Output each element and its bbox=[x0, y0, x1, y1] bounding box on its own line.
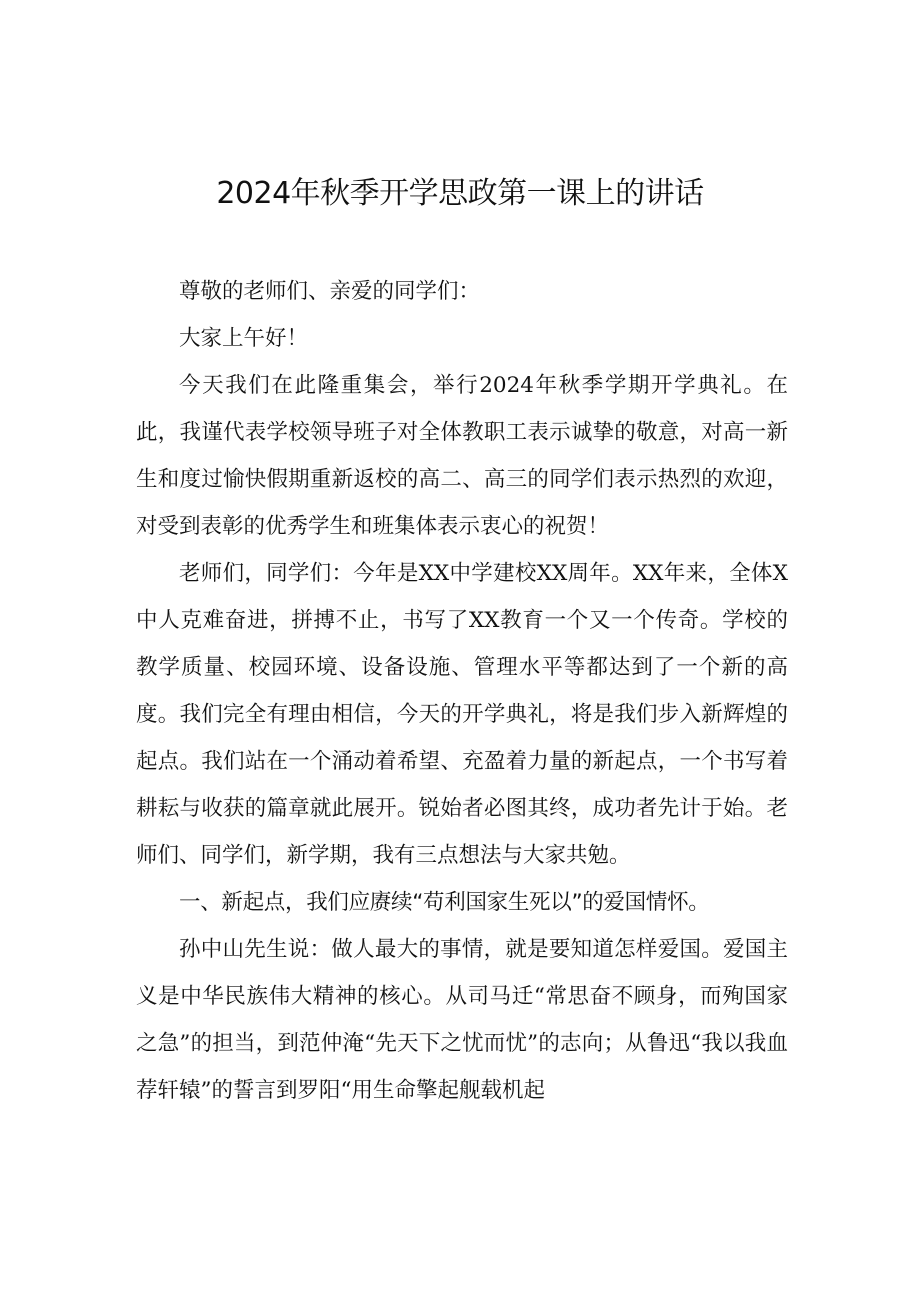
document-title: 2024年秋季开学思政第一课上的讲话 bbox=[216, 176, 704, 211]
greeting: 大家上午好！ bbox=[179, 326, 309, 351]
paragraph-opening: 今天我们在此隆重集会，举行2024年秋季学期开学典礼。在此，我谨代表学校领导班子对全体教职工表示诚挚的敬意，对高一新生和度过愉快假期重新返校的高二、高三的同学们表示热烈的欢迎，对受到表彰的优秀学生和班集体表示衷心的祝贺！ bbox=[136, 373, 788, 539]
salutation: 尊敬的老师们、亲爱的同学们： bbox=[179, 279, 481, 304]
paragraph-school-history: 老师们，同学们：今年是XX中学建校XX周年。XX年来，全体X中人克难奋进，拼搏不止，书写了XX教育一个又一个传奇。学校的教学质量、校园环境、设备设施、管理水平等都达到了一个新的高度。我们完全有理由相信，今天的开学典礼，将是我们步入新辉煌的起点。我们站在一个涌动着希望、充盈着力量的新起点，一个书写着耕耘与收获的篇章就此展开。锐始者必图其终，成功者先计于始。老师们、同学们，新学期，我有三点想法与大家共勉。 bbox=[136, 561, 788, 868]
paragraph-patriotism: 孙中山先生说：做人最大的事情，就是要知道怎样爱国。爱国主义是中华民族伟大精神的核心。从司马迁“常思奋不顾身，而殉国家之急”的担当，到范仲淹“先天下之忧而忧”的志向；从鲁迅“我以我血荐轩辕”的誓言到罗阳“用生命擎起舰载机起 bbox=[136, 937, 788, 1103]
document-body bbox=[136, 268, 788, 1114]
section-heading-1: 一、新起点，我们应赓续“苟利国家生死以”的爱国情怀。 bbox=[179, 890, 710, 915]
